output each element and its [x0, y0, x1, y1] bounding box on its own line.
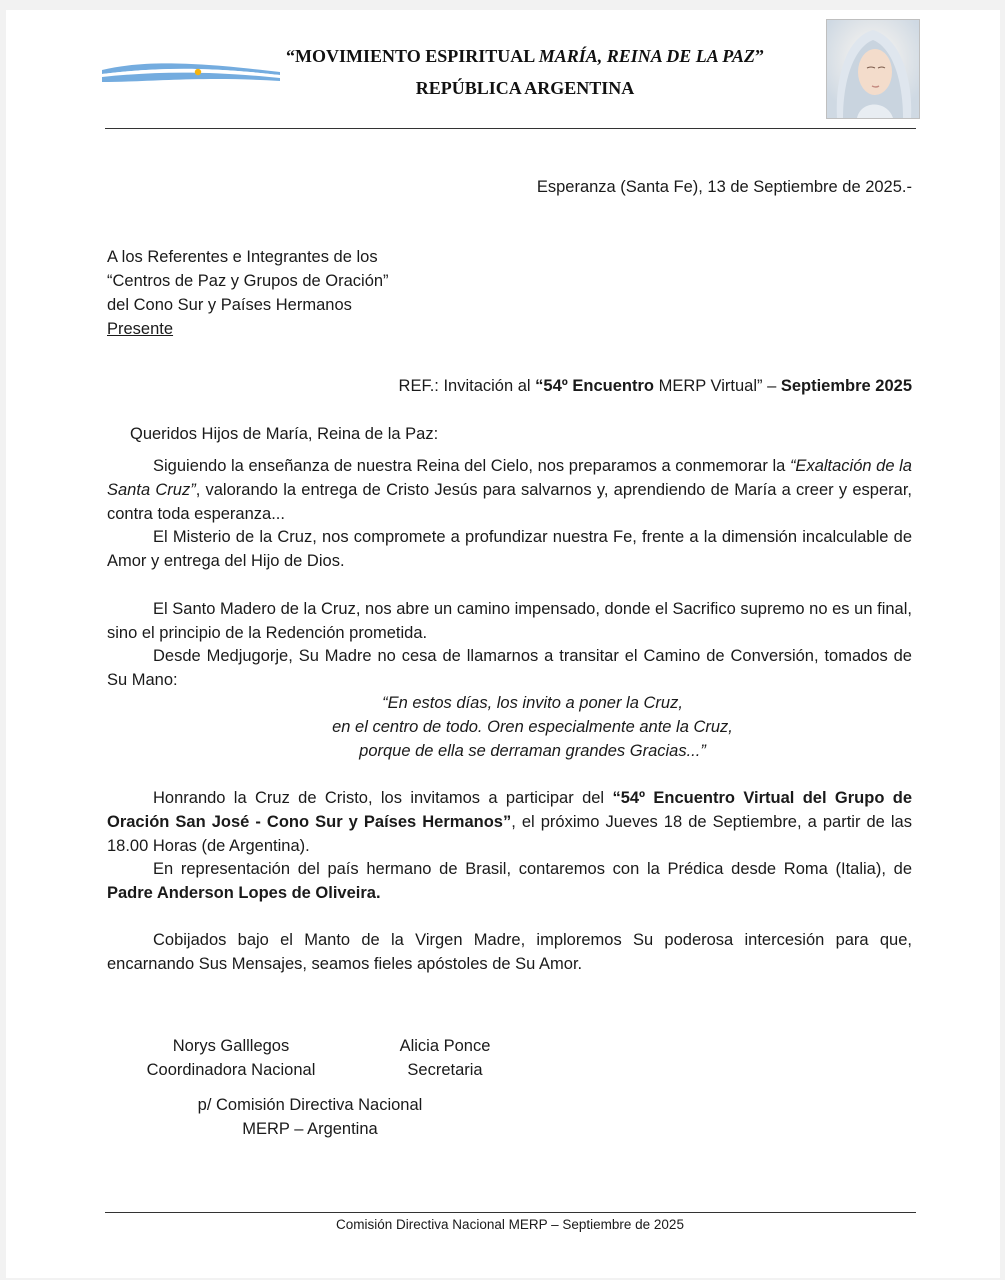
footer-divider: [105, 1212, 916, 1213]
signature-name: Norys Galllegos: [172, 1037, 290, 1055]
recipient-line: A los Referentes e Integrantes de los: [107, 248, 378, 266]
signature-secretaria: [375, 1034, 515, 1082]
paragraph-1: Siguiendo la enseñanza de nuestra Reina del Cielo, nos preparamos a conmemorar la “Exaltación de la Santa Cruz”, valorando la entrega de Cristo Jesús para salvarnos y, aprendiendo de María a creer y esperar, contra toda esperanza...: [107, 457, 912, 523]
paragraph-5: Honrando la Cruz de Cristo, los invitamos a participar del “54º Encuentro Virtual del Grupo de Oración San José - Cono Sur y Países Hermanos”, el próximo Jueves 18 de Septiembre, a partir de las 18.00 Horas (de Argentina).: [107, 789, 912, 855]
header-title: “MOVIMIENTO ESPIRITUAL MARÍA, REINA DE LA PAZ”: [286, 46, 764, 66]
signature-role: Coordinadora Nacional: [146, 1061, 316, 1079]
paragraph-7: Cobijados bajo el Manto de la Virgen Madre, imploremos Su poderosa intercesión para que, encarnando Sus Mensajes, seamos fieles apóstoles de Su Amor.: [107, 931, 912, 973]
footer-text: Comisión Directiva Nacional MERP – Septiembre de 2025: [336, 1217, 684, 1232]
recipient-line: “Centros de Paz y Grupos de Oración”: [107, 272, 389, 290]
paragraph-2: El Misterio de la Cruz, nos compromete a profundizar nuestra Fe, frente a la dimensión incalculable de Amor y entrega del Hijo de Dios.: [107, 528, 912, 570]
signature-organization: p/ Comisión Directiva Nacional MERP – Argentina: [197, 1096, 423, 1138]
signature-name: Alicia Ponce: [399, 1037, 491, 1055]
signature-role: Secretaria: [407, 1061, 483, 1079]
header-divider: [105, 128, 916, 129]
header-subtitle: REPÚBLICA ARGENTINA: [415, 78, 635, 98]
recipient-presente: Presente: [107, 320, 174, 338]
salutation: Queridos Hijos de María, Reina de la Paz:: [130, 425, 439, 443]
paragraph-6: En representación del país hermano de Brasil, contaremos con la Prédica desde Roma (Italia), de Padre Anderson Lopes de Oliveira.: [107, 860, 912, 902]
signature-coordinadora: [131, 1034, 331, 1082]
virgin-mary-portrait: [826, 19, 920, 119]
recipient-line: del Cono Sur y Países Hermanos: [107, 296, 352, 314]
date-line: Esperanza (Santa Fe), 13 de Septiembre de 2025.-: [536, 178, 912, 196]
recipient-block: [107, 245, 389, 341]
message-quote: “En estos días, los invito a poner la Cruz, en el centro de todo. Oren especialmente ante la Cruz, porque de ella se derraman grandes Gracias...”: [332, 694, 733, 760]
paragraph-4: Desde Medjugorje, Su Madre no cesa de llamarnos a transitar el Camino de Conversión, tomados de Su Mano:: [107, 647, 912, 689]
paragraph-3: El Santo Madero de la Cruz, nos abre un camino impensado, donde el Sacrifico supremo no es un final, sino el principio de la Redención prometida.: [107, 600, 912, 642]
reference-line: REF.: Invitación al “54º Encuentro MERP Virtual” – Septiembre 2025: [398, 377, 912, 395]
